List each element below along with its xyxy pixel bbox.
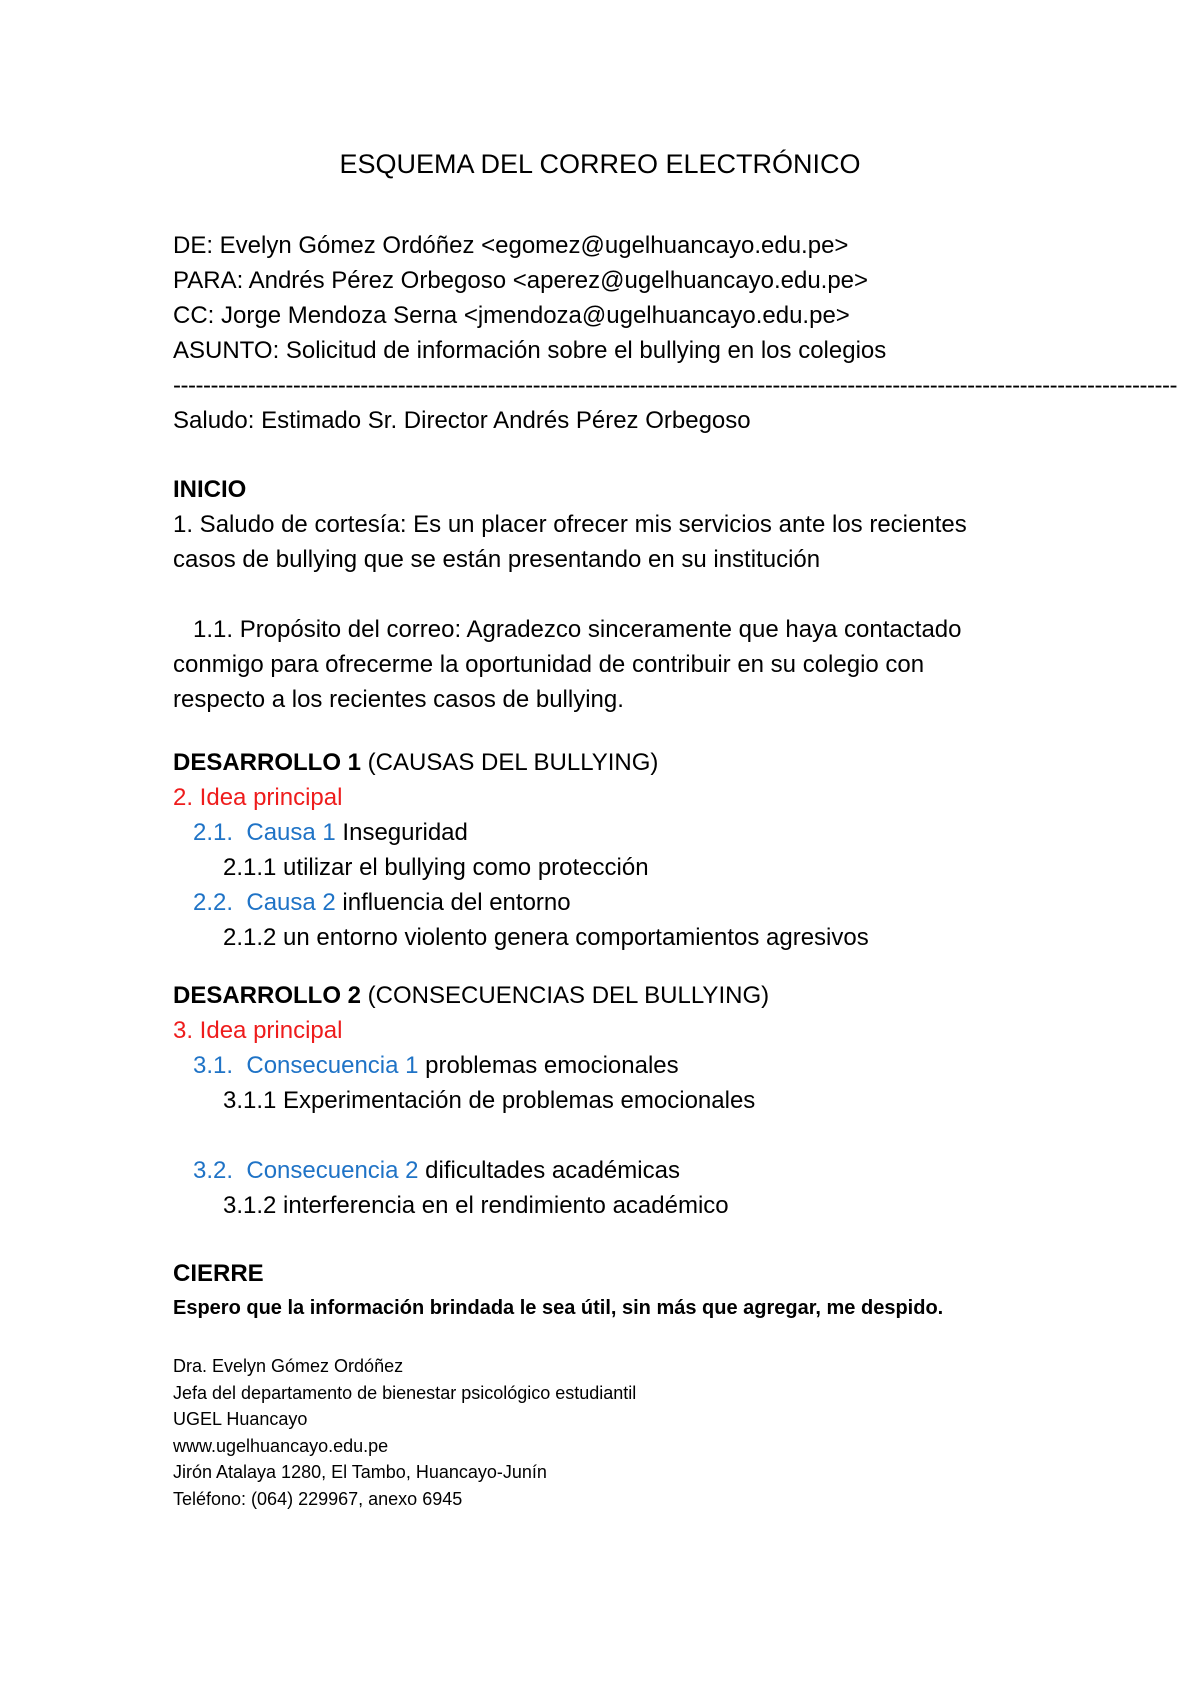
main-idea-2: 2. Idea principal — [173, 784, 343, 811]
greeting-line: Saludo: Estimado Sr. Director Andrés Pérez Orbegoso — [173, 407, 751, 434]
separator-line: -------------------------------------------------------------------------------------------------------------------------------------- — [173, 372, 1177, 399]
section-cierre — [173, 1256, 1073, 1326]
section-heading-cierre: CIERRE — [173, 1260, 264, 1287]
consequence-1-text: problemas emocionales — [418, 1052, 679, 1079]
section-desarrollo-1 — [173, 745, 1073, 955]
consequence-2-detail: 3.1.2 interferencia en el rendimiento académico — [223, 1192, 729, 1219]
section-heading-desarrollo-2 — [173, 978, 1073, 1013]
page-title: ESQUEMA DEL CORREO ELECTRÓNICO — [339, 149, 861, 179]
cause-2-line — [173, 885, 1073, 920]
consequence-2-text: dificultades académicas — [418, 1157, 680, 1184]
cause-2-text: influencia del entorno — [335, 889, 571, 916]
closing-text: Espero que la información brindada le sea útil, sin más que agregar, me despido. — [173, 1297, 944, 1319]
heading-bold-part: DESARROLLO 1 — [173, 749, 362, 776]
main-idea-3: 3. Idea principal — [173, 1017, 343, 1044]
cc-line: CC: Jorge Mendoza Serna <jmendoza@ugelhuancayo.edu.pe> — [173, 302, 850, 329]
email-header — [173, 228, 1177, 438]
to-line: PARA: Andrés Pérez Orbegoso <aperez@ugelhuancayo.edu.pe> — [173, 267, 869, 294]
cause-2-detail: 2.1.2 un entorno violento genera comportamientos agresivos — [223, 924, 869, 951]
cause-1-line — [173, 815, 1073, 850]
inicio-item-1-1-text: 1.1. Propósito del correo: Agradezco sinceramente que haya contactado conmigo para ofrecerme la oportunidad de contribuir en su colegio con respecto a los recientes casos de bullying. — [173, 616, 962, 713]
signature-address: Jirón Atalaya 1280, El Tambo, Huancayo-Junín — [173, 1462, 547, 1482]
section-inicio — [173, 472, 1073, 717]
from-line: DE: Evelyn Gómez Ordóñez <egomez@ugelhuancayo.edu.pe> — [173, 232, 849, 259]
consequence-1-detail: 3.1.1 Experimentación de problemas emocionales — [223, 1087, 756, 1114]
section-heading-inicio: INICIO — [173, 476, 247, 503]
inicio-item-1: 1. Saludo de cortesía: Es un placer ofrecer mis servicios ante los recientes casos de bullying que se están presentando en su institución — [173, 511, 967, 573]
consequence-2-line — [173, 1153, 1073, 1188]
cause-2-label: 2.2. Causa 2 — [193, 889, 336, 916]
cause-1-detail: 2.1.1 utilizar el bullying como protección — [223, 854, 649, 881]
signature-name: Dra. Evelyn Gómez Ordóñez — [173, 1356, 404, 1376]
heading-bold-part: DESARROLLO 2 — [173, 982, 362, 1009]
cause-1-label: 2.1. Causa 1 — [193, 819, 336, 846]
signature-role: Jefa del departamento de bienestar psicológico estudiantil — [173, 1382, 637, 1403]
inicio-item-1-1 — [153, 612, 1013, 717]
subject-line: ASUNTO: Solicitud de información sobre el bullying en los colegios — [173, 337, 887, 364]
heading-rest-part: (CONSECUENCIAS DEL BULLYING) — [361, 982, 770, 1009]
consequence-2-label: 3.2. Consecuencia 2 — [193, 1157, 419, 1184]
signature-block — [173, 1353, 1073, 1512]
heading-rest-part: (CAUSAS DEL BULLYING) — [361, 749, 659, 776]
consequence-1-line — [173, 1048, 1073, 1083]
signature-org: UGEL Huancayo — [173, 1409, 308, 1429]
section-desarrollo-2 — [173, 978, 1073, 1223]
consequence-1-label: 3.1. Consecuencia 1 — [193, 1052, 419, 1079]
section-heading-desarrollo-1 — [173, 745, 1073, 780]
signature-website: www.ugelhuancayo.edu.pe — [173, 1435, 389, 1456]
signature-phone: Teléfono: (064) 229967, anexo 6945 — [173, 1488, 463, 1509]
cause-1-text: Inseguridad — [335, 819, 468, 846]
